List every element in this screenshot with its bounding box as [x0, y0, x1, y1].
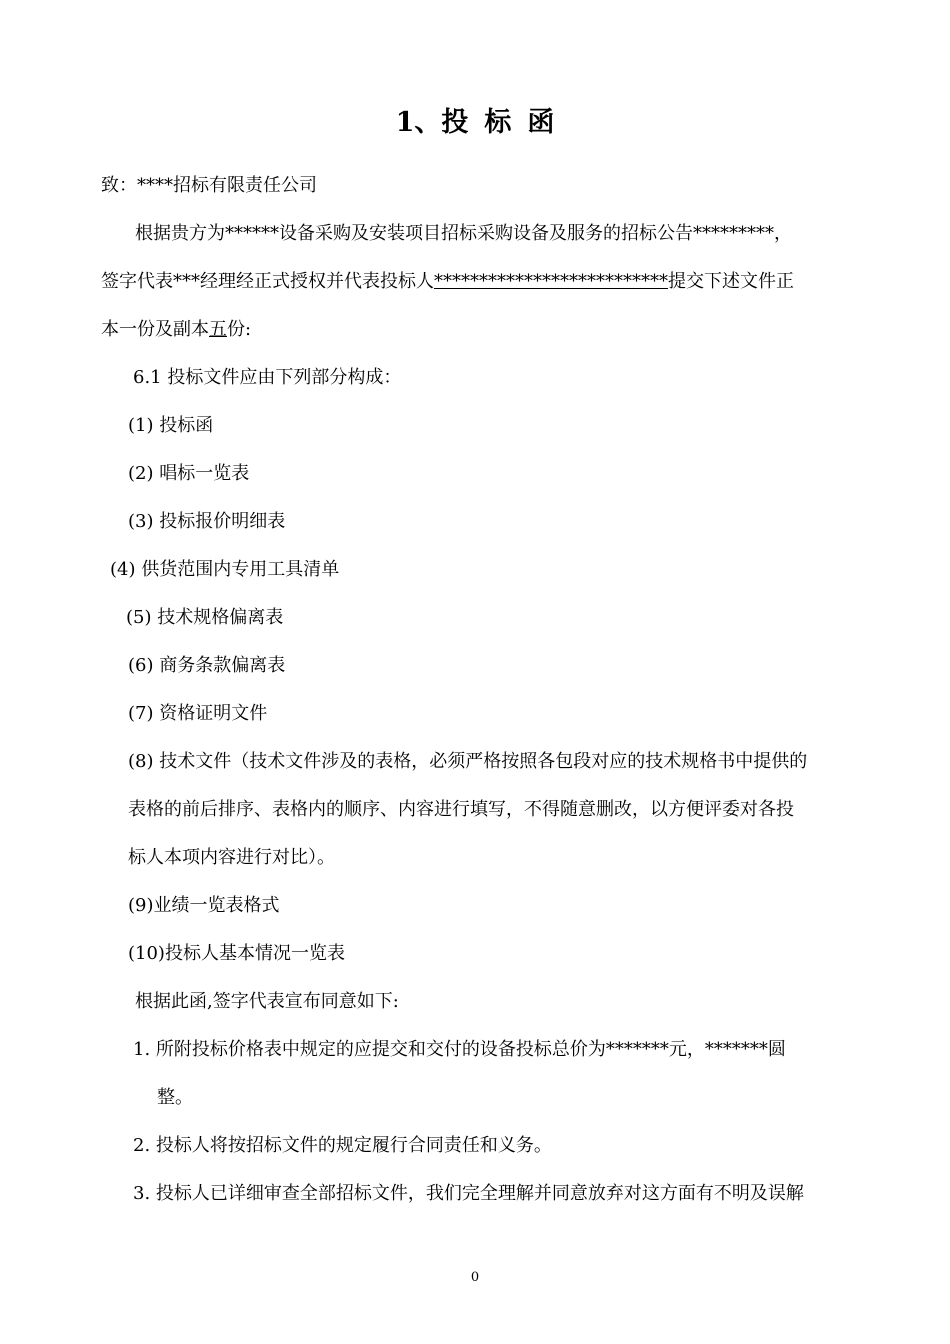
declaration-line: 根据此函,签字代表宣布同意如下: — [135, 991, 399, 1012]
intro-line-3-prefix: 本一份及副本 — [101, 319, 209, 340]
intro-paragraph-line-1: 根据贵方为******设备采购及安装项目招标采购设备及服务的招标公告*********， — [135, 223, 792, 244]
intro-paragraph-line-2 — [101, 270, 794, 294]
list-item-9: (9)业绩一览表格式 — [128, 895, 280, 916]
title-char-2: 标 — [484, 107, 512, 138]
list-item: (1) 投标函 — [128, 415, 214, 436]
list-item: (2) 唱标一览表 — [128, 463, 250, 484]
title-char-3: 函 — [527, 107, 555, 138]
intro-line-2-prefix: 签字代表***经理经正式授权并代表投标人 — [101, 271, 434, 292]
page-number: 0 — [470, 1270, 480, 1285]
list-item: (6) 商务条款偏离表 — [128, 655, 286, 676]
addressee-line: 致：****招标有限责任公司 — [101, 175, 317, 196]
intro-line-2-suffix: 提交下述文件正 — [668, 271, 794, 292]
clause-2: 2. 投标人将按招标文件的规定履行合同责任和义务。 — [133, 1135, 552, 1156]
copies-count-underlined: 五 — [209, 319, 227, 340]
title-char-1: 投 — [441, 107, 469, 138]
list-item-8-line-3: 标人本项内容进行对比）。 — [128, 847, 335, 868]
clause-1-line-2: 整。 — [157, 1087, 193, 1108]
intro-line-3-suffix: 份: — [227, 319, 252, 340]
clause-1-line-1: 1. 所附投标价格表中规定的应提交和交付的设备投标总价为*******元，*******圆 — [133, 1039, 786, 1060]
section-heading: 6.1 投标文件应由下列部分构成： — [133, 367, 402, 388]
list-item-10: (10)投标人基本情况一览表 — [128, 943, 345, 964]
list-item-8-line-2: 表格的前后排序、表格内的顺序、内容进行填写，不得随意删改，以方便评委对各投 — [128, 799, 794, 820]
list-item: (4) 供货范围内专用工具清单 — [110, 559, 340, 580]
bidder-name-underlined: ************************** — [434, 271, 668, 292]
clause-3-line-1: 3. 投标人已详细审查全部招标文件，我们完全理解并同意放弃对这方面有不明及误解 — [133, 1183, 804, 1204]
intro-paragraph-line-3 — [101, 318, 251, 342]
list-item: (3) 投标报价明细表 — [128, 511, 286, 532]
list-item-8-line-1: (8) 技术文件（技术文件涉及的表格，必须严格按照各包段对应的技术规格书中提供的 — [128, 751, 808, 772]
title-number: 1、 — [395, 107, 442, 138]
list-item: (7) 资格证明文件 — [128, 703, 268, 724]
page-title — [0, 100, 950, 139]
list-item: (5) 技术规格偏离表 — [126, 607, 284, 628]
